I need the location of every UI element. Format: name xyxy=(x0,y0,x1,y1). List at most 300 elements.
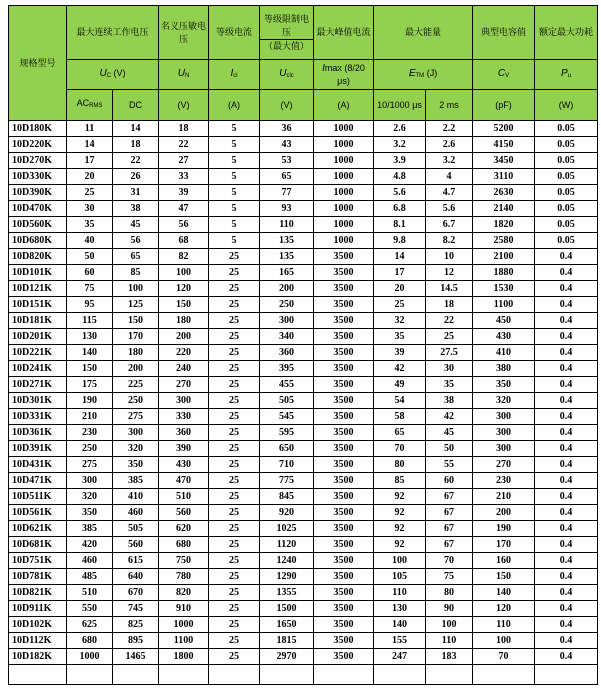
cell-energy-2ms: 14.5 xyxy=(426,281,473,297)
cell-ac-rms: 420 xyxy=(67,537,113,553)
cell-model: 10D621K xyxy=(9,521,67,537)
cell-class-current: 25 xyxy=(209,585,260,601)
cell-model: 10D270K xyxy=(9,153,67,169)
cell-nominal-voltage: 240 xyxy=(159,361,209,377)
cell-power: 0.4 xyxy=(535,585,598,601)
cell-power: 0.4 xyxy=(535,265,598,281)
cell-class-current: 25 xyxy=(209,505,260,521)
cell-energy-10-1000: 5.6 xyxy=(374,185,426,201)
unit-energy-2ms: 2 ms xyxy=(426,90,473,121)
cell-peak-current: 3500 xyxy=(314,377,374,393)
cell-capacitance: 410 xyxy=(473,345,535,361)
cell-energy-10-1000: 70 xyxy=(374,441,426,457)
empty-cell xyxy=(473,665,535,685)
cell-energy-10-1000: 54 xyxy=(374,393,426,409)
cell-power: 0.4 xyxy=(535,521,598,537)
table-row xyxy=(9,265,598,281)
cell-power: 0.4 xyxy=(535,361,598,377)
cell-class-current: 25 xyxy=(209,457,260,473)
cell-power: 0.4 xyxy=(535,537,598,553)
cell-clamp-voltage: 455 xyxy=(260,377,314,393)
cell-model: 10D391K xyxy=(9,441,67,457)
empty-cell xyxy=(159,665,209,685)
cell-class-current: 25 xyxy=(209,649,260,665)
cell-class-current: 5 xyxy=(209,233,260,249)
table-row xyxy=(9,617,598,633)
cell-ac-rms: 350 xyxy=(67,505,113,521)
table-row xyxy=(9,137,598,153)
cell-energy-2ms: 27.5 xyxy=(426,345,473,361)
empty-cell xyxy=(67,665,113,685)
cell-clamp-voltage: 135 xyxy=(260,233,314,249)
cell-nominal-voltage: 620 xyxy=(159,521,209,537)
cell-nominal-voltage: 510 xyxy=(159,489,209,505)
cell-peak-current: 1000 xyxy=(314,121,374,137)
cell-dc: 56 xyxy=(113,233,159,249)
cell-energy-10-1000: 140 xyxy=(374,617,426,633)
cell-energy-2ms: 60 xyxy=(426,473,473,489)
cell-dc: 1465 xyxy=(113,649,159,665)
cell-clamp-voltage: 1025 xyxy=(260,521,314,537)
empty-cell xyxy=(374,665,426,685)
cell-nominal-voltage: 180 xyxy=(159,313,209,329)
cell-capacitance: 380 xyxy=(473,361,535,377)
cell-dc: 640 xyxy=(113,569,159,585)
cell-power: 0.05 xyxy=(535,137,598,153)
cell-capacitance: 300 xyxy=(473,425,535,441)
table-row xyxy=(9,329,598,345)
table-row xyxy=(9,249,598,265)
cell-capacitance: 2630 xyxy=(473,185,535,201)
cell-dc: 300 xyxy=(113,425,159,441)
cell-capacitance: 1530 xyxy=(473,281,535,297)
cell-power: 0.4 xyxy=(535,281,598,297)
cell-power: 0.4 xyxy=(535,409,598,425)
cell-clamp-voltage: 165 xyxy=(260,265,314,281)
table-row xyxy=(9,409,598,425)
cell-clamp-voltage: 545 xyxy=(260,409,314,425)
cell-clamp-voltage: 135 xyxy=(260,249,314,265)
cell-energy-2ms: 25 xyxy=(426,329,473,345)
cell-class-current: 25 xyxy=(209,393,260,409)
cell-energy-10-1000: 85 xyxy=(374,473,426,489)
cell-peak-current: 3500 xyxy=(314,601,374,617)
cell-class-current: 25 xyxy=(209,297,260,313)
cell-energy-2ms: 6.7 xyxy=(426,217,473,233)
cell-model: 10D102K xyxy=(9,617,67,633)
cell-energy-10-1000: 247 xyxy=(374,649,426,665)
cell-class-current: 25 xyxy=(209,361,260,377)
cell-power: 0.4 xyxy=(535,393,598,409)
empty-cell xyxy=(535,665,598,685)
cell-energy-2ms: 8.2 xyxy=(426,233,473,249)
cell-power: 0.4 xyxy=(535,329,598,345)
cell-energy-2ms: 75 xyxy=(426,569,473,585)
table-row xyxy=(9,649,598,665)
cell-dc: 38 xyxy=(113,201,159,217)
cell-nominal-voltage: 1000 xyxy=(159,617,209,633)
cell-energy-10-1000: 6.8 xyxy=(374,201,426,217)
header-peak-current: 最大峰值电流 xyxy=(314,6,374,60)
cell-nominal-voltage: 39 xyxy=(159,185,209,201)
table-row xyxy=(9,361,598,377)
cell-dc: 170 xyxy=(113,329,159,345)
cell-capacitance: 140 xyxy=(473,585,535,601)
cell-power: 0.05 xyxy=(535,121,598,137)
cell-peak-current: 1000 xyxy=(314,201,374,217)
table-row xyxy=(9,585,598,601)
cell-energy-10-1000: 105 xyxy=(374,569,426,585)
cell-nominal-voltage: 56 xyxy=(159,217,209,233)
cell-energy-2ms: 55 xyxy=(426,457,473,473)
cell-dc: 125 xyxy=(113,297,159,313)
cell-capacitance: 5200 xyxy=(473,121,535,137)
cell-class-current: 25 xyxy=(209,537,260,553)
cell-power: 0.05 xyxy=(535,169,598,185)
cell-ac-rms: 35 xyxy=(67,217,113,233)
cell-clamp-voltage: 43 xyxy=(260,137,314,153)
cell-model: 10D431K xyxy=(9,457,67,473)
cell-capacitance: 300 xyxy=(473,409,535,425)
cell-peak-current: 3500 xyxy=(314,505,374,521)
cell-clamp-voltage: 200 xyxy=(260,281,314,297)
cell-dc: 670 xyxy=(113,585,159,601)
cell-dc: 460 xyxy=(113,505,159,521)
table-row xyxy=(9,281,598,297)
cell-energy-10-1000: 65 xyxy=(374,425,426,441)
cell-nominal-voltage: 33 xyxy=(159,169,209,185)
cell-energy-10-1000: 2.6 xyxy=(374,121,426,137)
cell-energy-10-1000: 14 xyxy=(374,249,426,265)
cell-ac-rms: 210 xyxy=(67,409,113,425)
cell-dc: 14 xyxy=(113,121,159,137)
cell-ac-rms: 510 xyxy=(67,585,113,601)
header-max-energy: 最大能量 xyxy=(374,6,473,60)
cell-class-current: 5 xyxy=(209,137,260,153)
cell-dc: 410 xyxy=(113,489,159,505)
cell-class-current: 25 xyxy=(209,249,260,265)
symbol-pu: Pu xyxy=(535,60,598,90)
cell-class-current: 25 xyxy=(209,569,260,585)
cell-peak-current: 1000 xyxy=(314,137,374,153)
cell-dc: 385 xyxy=(113,473,159,489)
cell-energy-2ms: 183 xyxy=(426,649,473,665)
cell-ac-rms: 75 xyxy=(67,281,113,297)
cell-ac-rms: 680 xyxy=(67,633,113,649)
cell-energy-2ms: 10 xyxy=(426,249,473,265)
cell-nominal-voltage: 68 xyxy=(159,233,209,249)
table-row xyxy=(9,457,598,473)
cell-ac-rms: 175 xyxy=(67,377,113,393)
cell-ac-rms: 20 xyxy=(67,169,113,185)
cell-capacitance: 350 xyxy=(473,377,535,393)
cell-nominal-voltage: 910 xyxy=(159,601,209,617)
cell-capacitance: 2100 xyxy=(473,249,535,265)
empty-row xyxy=(9,665,598,685)
cell-dc: 350 xyxy=(113,457,159,473)
cell-nominal-voltage: 470 xyxy=(159,473,209,489)
cell-ac-rms: 385 xyxy=(67,521,113,537)
cell-capacitance: 110 xyxy=(473,617,535,633)
cell-model: 10D121K xyxy=(9,281,67,297)
cell-clamp-voltage: 595 xyxy=(260,425,314,441)
cell-nominal-voltage: 560 xyxy=(159,505,209,521)
cell-model: 10D471K xyxy=(9,473,67,489)
cell-model: 10D112K xyxy=(9,633,67,649)
cell-peak-current: 3500 xyxy=(314,345,374,361)
cell-capacitance: 320 xyxy=(473,393,535,409)
cell-power: 0.05 xyxy=(535,201,598,217)
cell-nominal-voltage: 750 xyxy=(159,553,209,569)
empty-cell xyxy=(260,665,314,685)
cell-class-current: 25 xyxy=(209,553,260,569)
cell-model: 10D181K xyxy=(9,313,67,329)
cell-peak-current: 3500 xyxy=(314,521,374,537)
cell-class-current: 25 xyxy=(209,281,260,297)
cell-model: 10D390K xyxy=(9,185,67,201)
cell-energy-10-1000: 39 xyxy=(374,345,426,361)
cell-peak-current: 3500 xyxy=(314,329,374,345)
cell-power: 0.4 xyxy=(535,457,598,473)
cell-class-current: 25 xyxy=(209,521,260,537)
symbol-un: UN xyxy=(159,60,209,90)
cell-power: 0.4 xyxy=(535,297,598,313)
table-row xyxy=(9,297,598,313)
cell-capacitance: 2580 xyxy=(473,233,535,249)
cell-class-current: 25 xyxy=(209,633,260,649)
cell-class-current: 5 xyxy=(209,217,260,233)
cell-dc: 180 xyxy=(113,345,159,361)
cell-peak-current: 3500 xyxy=(314,361,374,377)
cell-power: 0.4 xyxy=(535,649,598,665)
cell-capacitance: 1100 xyxy=(473,297,535,313)
cell-class-current: 5 xyxy=(209,153,260,169)
cell-ac-rms: 275 xyxy=(67,457,113,473)
cell-capacitance: 3450 xyxy=(473,153,535,169)
cell-energy-10-1000: 35 xyxy=(374,329,426,345)
cell-model: 10D101K xyxy=(9,265,67,281)
cell-energy-10-1000: 92 xyxy=(374,505,426,521)
unit-class-current: (A) xyxy=(209,90,260,121)
cell-nominal-voltage: 300 xyxy=(159,393,209,409)
table-body xyxy=(9,121,598,685)
cell-nominal-voltage: 150 xyxy=(159,297,209,313)
cell-nominal-voltage: 82 xyxy=(159,249,209,265)
cell-nominal-voltage: 47 xyxy=(159,201,209,217)
cell-power: 0.4 xyxy=(535,441,598,457)
cell-clamp-voltage: 93 xyxy=(260,201,314,217)
cell-capacitance: 1820 xyxy=(473,217,535,233)
cell-ac-rms: 460 xyxy=(67,553,113,569)
cell-capacitance: 2140 xyxy=(473,201,535,217)
cell-model: 10D751K xyxy=(9,553,67,569)
cell-energy-2ms: 45 xyxy=(426,425,473,441)
cell-clamp-voltage: 360 xyxy=(260,345,314,361)
cell-energy-10-1000: 32 xyxy=(374,313,426,329)
cell-clamp-voltage: 1500 xyxy=(260,601,314,617)
header-clamp-voltage-bottom: （最大值） xyxy=(264,40,310,51)
cell-energy-2ms: 80 xyxy=(426,585,473,601)
cell-model: 10D821K xyxy=(9,585,67,601)
cell-energy-10-1000: 80 xyxy=(374,457,426,473)
unit-ac-rms: ACRMS xyxy=(67,90,113,121)
cell-dc: 150 xyxy=(113,313,159,329)
cell-peak-current: 3500 xyxy=(314,441,374,457)
cell-dc: 85 xyxy=(113,265,159,281)
cell-power: 0.4 xyxy=(535,249,598,265)
cell-clamp-voltage: 650 xyxy=(260,441,314,457)
cell-nominal-voltage: 360 xyxy=(159,425,209,441)
cell-power: 0.4 xyxy=(535,505,598,521)
cell-ac-rms: 300 xyxy=(67,473,113,489)
cell-clamp-voltage: 340 xyxy=(260,329,314,345)
cell-power: 0.4 xyxy=(535,569,598,585)
empty-cell xyxy=(9,665,67,685)
cell-ac-rms: 140 xyxy=(67,345,113,361)
cell-capacitance: 160 xyxy=(473,553,535,569)
cell-capacitance: 230 xyxy=(473,473,535,489)
header-nominal-voltage: 名义压敏电压 xyxy=(159,6,209,60)
cell-peak-current: 3500 xyxy=(314,297,374,313)
table-row xyxy=(9,393,598,409)
cell-model: 10D182K xyxy=(9,649,67,665)
cell-peak-current: 3500 xyxy=(314,473,374,489)
cell-dc: 250 xyxy=(113,393,159,409)
cell-peak-current: 3500 xyxy=(314,457,374,473)
cell-clamp-voltage: 65 xyxy=(260,169,314,185)
cell-ac-rms: 150 xyxy=(67,361,113,377)
symbol-uclc: Uclc xyxy=(260,60,314,90)
cell-nominal-voltage: 18 xyxy=(159,121,209,137)
table-row xyxy=(9,553,598,569)
table-row xyxy=(9,441,598,457)
cell-energy-2ms: 30 xyxy=(426,361,473,377)
cell-nominal-voltage: 200 xyxy=(159,329,209,345)
cell-dc: 200 xyxy=(113,361,159,377)
cell-class-current: 25 xyxy=(209,473,260,489)
cell-capacitance: 4150 xyxy=(473,137,535,153)
cell-ac-rms: 550 xyxy=(67,601,113,617)
unit-clamp-voltage: (V) xyxy=(260,90,314,121)
cell-dc: 31 xyxy=(113,185,159,201)
header-rated-power: 额定最大功耗 xyxy=(535,6,598,60)
table-row xyxy=(9,345,598,361)
cell-power: 0.4 xyxy=(535,473,598,489)
cell-clamp-voltage: 845 xyxy=(260,489,314,505)
table-row xyxy=(9,505,598,521)
cell-class-current: 25 xyxy=(209,329,260,345)
cell-model: 10D180K xyxy=(9,121,67,137)
unit-nominal-voltage: (V) xyxy=(159,90,209,121)
cell-power: 0.05 xyxy=(535,153,598,169)
cell-dc: 65 xyxy=(113,249,159,265)
cell-energy-2ms: 3.2 xyxy=(426,153,473,169)
table-row xyxy=(9,217,598,233)
cell-class-current: 25 xyxy=(209,489,260,505)
cell-ac-rms: 115 xyxy=(67,313,113,329)
cell-energy-2ms: 4.7 xyxy=(426,185,473,201)
cell-clamp-voltage: 505 xyxy=(260,393,314,409)
cell-dc: 825 xyxy=(113,617,159,633)
cell-ac-rms: 250 xyxy=(67,441,113,457)
table-row xyxy=(9,185,598,201)
cell-energy-2ms: 100 xyxy=(426,617,473,633)
table-row xyxy=(9,377,598,393)
cell-class-current: 25 xyxy=(209,601,260,617)
cell-peak-current: 3500 xyxy=(314,425,374,441)
cell-energy-2ms: 12 xyxy=(426,265,473,281)
cell-class-current: 25 xyxy=(209,617,260,633)
cell-dc: 320 xyxy=(113,441,159,457)
cell-capacitance: 170 xyxy=(473,537,535,553)
cell-capacitance: 300 xyxy=(473,441,535,457)
header-clamp-voltage-top: 等级限制电压 xyxy=(260,13,313,40)
cell-energy-2ms: 67 xyxy=(426,505,473,521)
cell-ac-rms: 40 xyxy=(67,233,113,249)
cell-ac-rms: 11 xyxy=(67,121,113,137)
cell-capacitance: 210 xyxy=(473,489,535,505)
unit-dc: DC xyxy=(113,90,159,121)
cell-nominal-voltage: 27 xyxy=(159,153,209,169)
cell-energy-10-1000: 155 xyxy=(374,633,426,649)
cell-capacitance: 120 xyxy=(473,601,535,617)
cell-peak-current: 3500 xyxy=(314,281,374,297)
cell-peak-current: 3500 xyxy=(314,649,374,665)
cell-clamp-voltage: 300 xyxy=(260,313,314,329)
cell-capacitance: 200 xyxy=(473,505,535,521)
cell-capacitance: 450 xyxy=(473,313,535,329)
unit-energy-10-1000: 10/1000 μs xyxy=(374,90,426,121)
cell-ac-rms: 30 xyxy=(67,201,113,217)
cell-class-current: 25 xyxy=(209,377,260,393)
cell-energy-10-1000: 130 xyxy=(374,601,426,617)
unit-capacitance: (pF) xyxy=(473,90,535,121)
table-row xyxy=(9,121,598,137)
cell-model: 10D301K xyxy=(9,393,67,409)
cell-dc: 560 xyxy=(113,537,159,553)
cell-energy-10-1000: 110 xyxy=(374,585,426,601)
cell-ac-rms: 485 xyxy=(67,569,113,585)
cell-clamp-voltage: 1120 xyxy=(260,537,314,553)
cell-class-current: 25 xyxy=(209,265,260,281)
cell-power: 0.4 xyxy=(535,601,598,617)
cell-peak-current: 3500 xyxy=(314,633,374,649)
cell-energy-2ms: 35 xyxy=(426,377,473,393)
cell-dc: 275 xyxy=(113,409,159,425)
header-clamp-voltage xyxy=(260,6,314,60)
cell-model: 10D361K xyxy=(9,425,67,441)
cell-power: 0.4 xyxy=(535,313,598,329)
cell-capacitance: 270 xyxy=(473,457,535,473)
cell-ac-rms: 625 xyxy=(67,617,113,633)
cell-energy-10-1000: 92 xyxy=(374,521,426,537)
cell-power: 0.05 xyxy=(535,233,598,249)
empty-cell xyxy=(209,665,260,685)
cell-nominal-voltage: 1100 xyxy=(159,633,209,649)
symbol-uc: UC (V) xyxy=(67,60,159,90)
cell-dc: 26 xyxy=(113,169,159,185)
cell-model: 10D271K xyxy=(9,377,67,393)
cell-energy-10-1000: 25 xyxy=(374,297,426,313)
cell-capacitance: 70 xyxy=(473,649,535,665)
cell-capacitance: 100 xyxy=(473,633,535,649)
cell-energy-2ms: 4 xyxy=(426,169,473,185)
cell-model: 10D151K xyxy=(9,297,67,313)
cell-capacitance: 150 xyxy=(473,569,535,585)
cell-model: 10D681K xyxy=(9,537,67,553)
table-row xyxy=(9,201,598,217)
cell-peak-current: 1000 xyxy=(314,185,374,201)
